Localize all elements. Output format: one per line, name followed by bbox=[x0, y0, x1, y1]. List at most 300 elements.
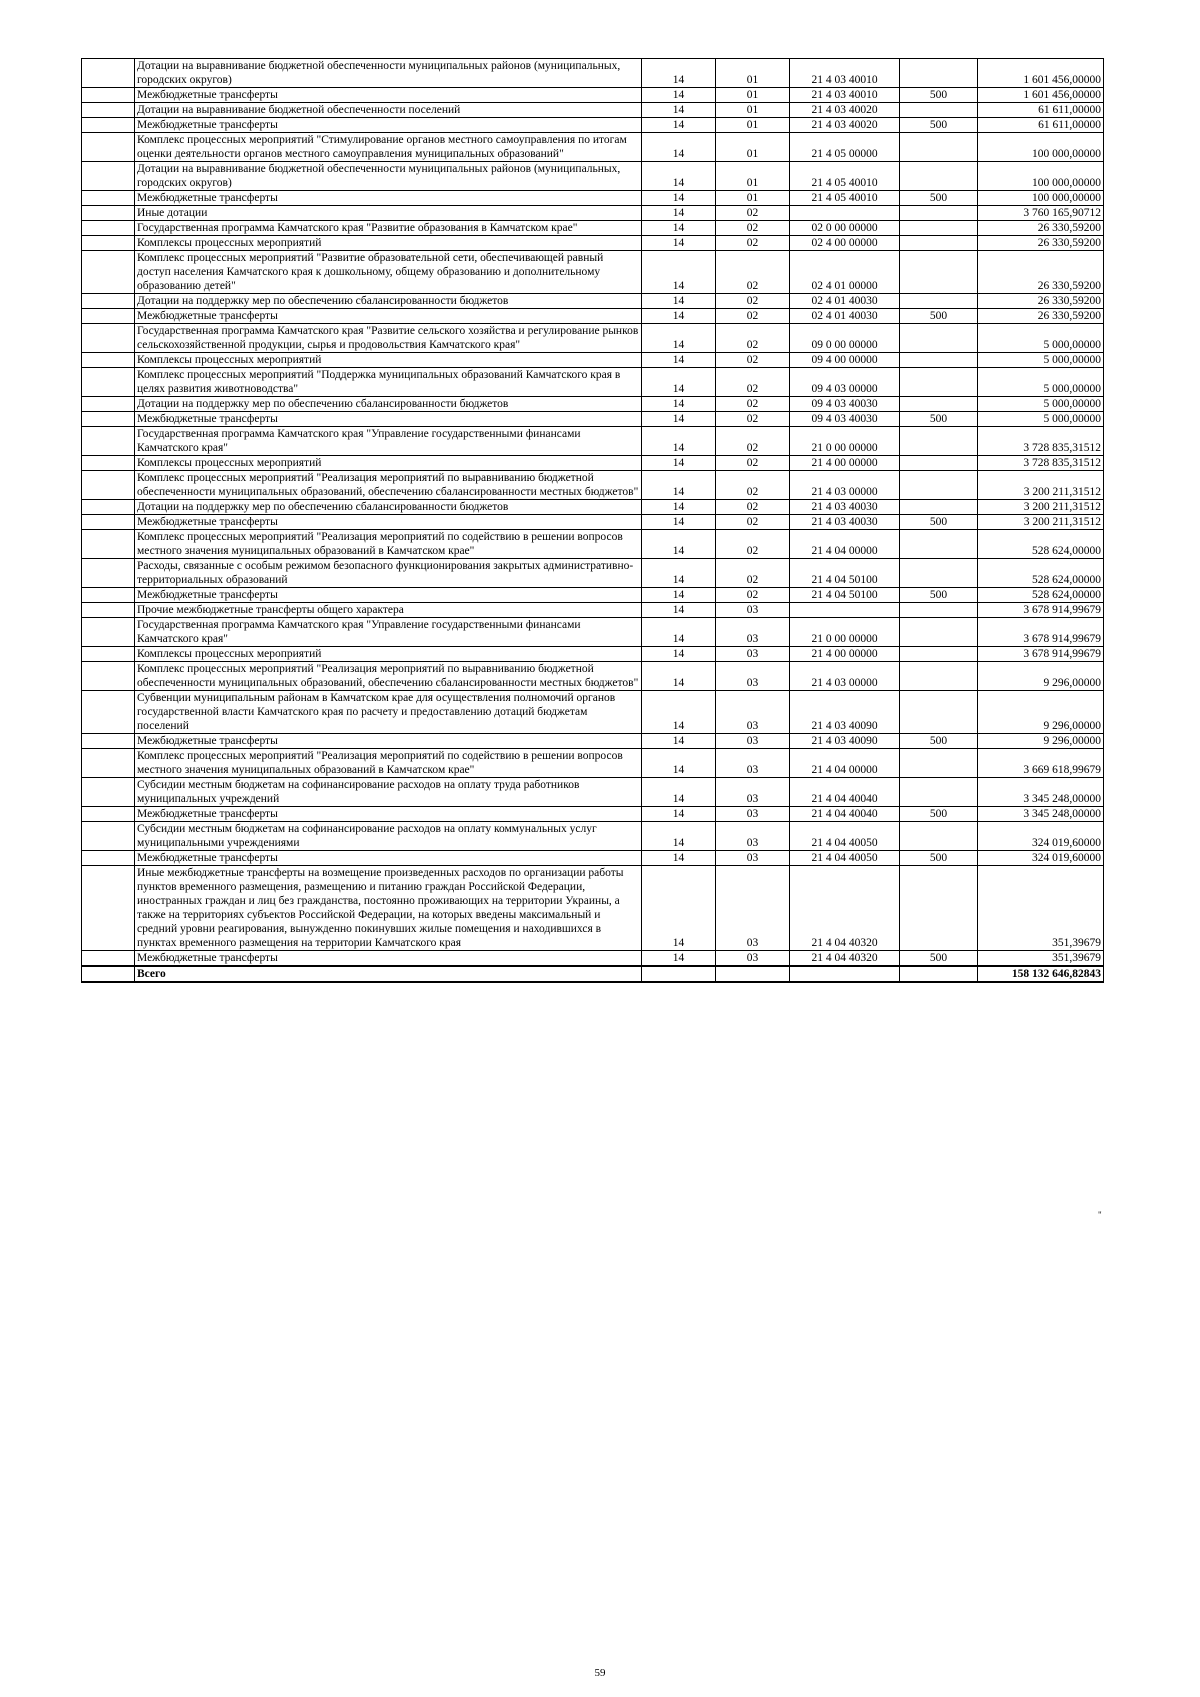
blank-cell bbox=[82, 103, 135, 118]
blank-cell bbox=[82, 162, 135, 191]
table-row bbox=[82, 734, 1104, 749]
item-name: Комплексы процессных мероприятий bbox=[135, 647, 642, 662]
item-name: Субвенции муниципальным районам в Камчатском крае для осуществления полномочий органов государственной власти Камчатского края по расчету и предоставлению дотаций бюджетам поселений bbox=[135, 691, 642, 734]
table-row bbox=[82, 309, 1104, 324]
target-article-code: 21 4 00 00000 bbox=[790, 456, 900, 471]
section-code: 14 bbox=[642, 309, 716, 324]
expense-type-code: 500 bbox=[900, 734, 978, 749]
amount: 351,39679 bbox=[978, 866, 1104, 951]
amount: 528 624,00000 bbox=[978, 530, 1104, 559]
blank-cell bbox=[82, 427, 135, 456]
table-row bbox=[82, 851, 1104, 866]
expense-type-code bbox=[900, 530, 978, 559]
expense-type-code bbox=[900, 822, 978, 851]
target-article-code: 21 4 03 40090 bbox=[790, 734, 900, 749]
expense-type-code bbox=[900, 251, 978, 294]
amount: 3 678 914,99679 bbox=[978, 603, 1104, 618]
amount: 3 200 211,31512 bbox=[978, 500, 1104, 515]
amount: 3 200 211,31512 bbox=[978, 471, 1104, 500]
budget-table bbox=[81, 58, 1104, 983]
section-code: 14 bbox=[642, 251, 716, 294]
section-code: 14 bbox=[642, 59, 716, 88]
closing-quote-mark: " bbox=[1098, 1210, 1102, 1220]
target-article-code: 09 4 03 40030 bbox=[790, 397, 900, 412]
blank-cell bbox=[82, 251, 135, 294]
blank-cell bbox=[82, 530, 135, 559]
subsection-code: 03 bbox=[716, 662, 790, 691]
section-code: 14 bbox=[642, 353, 716, 368]
expense-type-code bbox=[900, 221, 978, 236]
target-article-code: 02 4 01 40030 bbox=[790, 309, 900, 324]
target-article-code: 21 4 05 40010 bbox=[790, 191, 900, 206]
blank-cell bbox=[82, 734, 135, 749]
subsection-code: 02 bbox=[716, 206, 790, 221]
expense-type-code bbox=[900, 778, 978, 807]
subsection-code: 02 bbox=[716, 324, 790, 353]
target-article-code: 02 4 01 00000 bbox=[790, 251, 900, 294]
subsection-code: 02 bbox=[716, 294, 790, 309]
expense-type-code bbox=[900, 691, 978, 734]
item-name: Дотации на поддержку мер по обеспечению сбалансированности бюджетов bbox=[135, 500, 642, 515]
subsection-code: 02 bbox=[716, 368, 790, 397]
blank-cell bbox=[82, 353, 135, 368]
subsection-code: 02 bbox=[716, 500, 790, 515]
expense-type-code bbox=[900, 206, 978, 221]
target-article-code: 09 4 03 40030 bbox=[790, 412, 900, 427]
target-article-code: 21 0 00 00000 bbox=[790, 427, 900, 456]
table-row bbox=[82, 236, 1104, 251]
table-row bbox=[82, 618, 1104, 647]
table-row bbox=[82, 353, 1104, 368]
subsection-code: 01 bbox=[716, 191, 790, 206]
item-name: Межбюджетные трансферты bbox=[135, 191, 642, 206]
amount: 5 000,00000 bbox=[978, 324, 1104, 353]
subsection-code: 01 bbox=[716, 118, 790, 133]
table-row bbox=[82, 59, 1104, 88]
item-name: Дотации на выравнивание бюджетной обеспеченности муниципальных районов (муниципальных, городских округов) bbox=[135, 59, 642, 88]
section-code: 14 bbox=[642, 397, 716, 412]
amount: 26 330,59200 bbox=[978, 309, 1104, 324]
amount: 9 296,00000 bbox=[978, 691, 1104, 734]
expense-type-code: 500 bbox=[900, 807, 978, 822]
expense-type-code bbox=[900, 603, 978, 618]
amount: 3 728 835,31512 bbox=[978, 427, 1104, 456]
item-name: Субсидии местным бюджетам на софинансирование расходов на оплату труда работников муниципальных учреждений bbox=[135, 778, 642, 807]
item-name: Государственная программа Камчатского края "Развитие образования в Камчатском крае" bbox=[135, 221, 642, 236]
item-name: Государственная программа Камчатского края "Управление государственными финансами Камчатского края" bbox=[135, 427, 642, 456]
item-name: Межбюджетные трансферты bbox=[135, 118, 642, 133]
section-code: 14 bbox=[642, 162, 716, 191]
subsection-code: 03 bbox=[716, 778, 790, 807]
amount: 351,39679 bbox=[978, 951, 1104, 967]
section-code: 14 bbox=[642, 603, 716, 618]
item-name: Дотации на выравнивание бюджетной обеспеченности муниципальных районов (муниципальных, городских округов) bbox=[135, 162, 642, 191]
expense-type-code: 500 bbox=[900, 588, 978, 603]
table-row bbox=[82, 118, 1104, 133]
target-article-code: 21 4 04 40320 bbox=[790, 866, 900, 951]
blank-cell bbox=[900, 966, 978, 982]
subsection-code: 02 bbox=[716, 309, 790, 324]
blank-cell bbox=[82, 778, 135, 807]
section-code: 14 bbox=[642, 618, 716, 647]
subsection-code: 03 bbox=[716, 734, 790, 749]
item-name: Комплекс процессных мероприятий "Реализация мероприятий по содействию в решении вопросов местного значения муниципальных образований в Камчатском крае" bbox=[135, 530, 642, 559]
amount: 5 000,00000 bbox=[978, 412, 1104, 427]
expense-type-code bbox=[900, 427, 978, 456]
subsection-code: 02 bbox=[716, 251, 790, 294]
expense-type-code: 500 bbox=[900, 309, 978, 324]
item-name: Комплекс процессных мероприятий "Стимулирование органов местного самоуправления по итогам оценки деятельности органов местного самоуправления муниципальных образований" bbox=[135, 133, 642, 162]
subsection-code: 02 bbox=[716, 588, 790, 603]
amount: 5 000,00000 bbox=[978, 353, 1104, 368]
expense-type-code bbox=[900, 59, 978, 88]
target-article-code: 21 4 04 40040 bbox=[790, 778, 900, 807]
table-row bbox=[82, 778, 1104, 807]
table-row bbox=[82, 603, 1104, 618]
subsection-code: 02 bbox=[716, 471, 790, 500]
subsection-code: 02 bbox=[716, 353, 790, 368]
section-code: 14 bbox=[642, 324, 716, 353]
expense-type-code bbox=[900, 294, 978, 309]
subsection-code: 03 bbox=[716, 951, 790, 967]
target-article-code: 02 0 00 00000 bbox=[790, 221, 900, 236]
expense-type-code bbox=[900, 749, 978, 778]
table-row bbox=[82, 471, 1104, 500]
amount: 324 019,60000 bbox=[978, 851, 1104, 866]
section-code: 14 bbox=[642, 530, 716, 559]
blank-cell bbox=[82, 133, 135, 162]
amount: 528 624,00000 bbox=[978, 588, 1104, 603]
blank-cell bbox=[82, 691, 135, 734]
target-article-code: 02 4 00 00000 bbox=[790, 236, 900, 251]
section-code: 14 bbox=[642, 822, 716, 851]
section-code: 14 bbox=[642, 749, 716, 778]
blank-cell bbox=[82, 412, 135, 427]
subsection-code: 01 bbox=[716, 162, 790, 191]
table-row bbox=[82, 691, 1104, 734]
expense-type-code bbox=[900, 353, 978, 368]
table-row bbox=[82, 133, 1104, 162]
amount: 3 760 165,90712 bbox=[978, 206, 1104, 221]
amount: 9 296,00000 bbox=[978, 662, 1104, 691]
table-row bbox=[82, 162, 1104, 191]
item-name: Межбюджетные трансферты bbox=[135, 807, 642, 822]
expense-type-code bbox=[900, 324, 978, 353]
subsection-code: 01 bbox=[716, 88, 790, 103]
table-row bbox=[82, 588, 1104, 603]
item-name: Комплекс процессных мероприятий "Реализация мероприятий по выравниванию бюджетной обеспеченности муниципальных образований, обеспечению сбалансированности местных бюджетов" bbox=[135, 662, 642, 691]
expense-type-code: 500 bbox=[900, 88, 978, 103]
subsection-code: 02 bbox=[716, 221, 790, 236]
expense-type-code bbox=[900, 618, 978, 647]
blank-cell bbox=[82, 966, 135, 982]
blank-cell bbox=[82, 368, 135, 397]
item-name: Комплекс процессных мероприятий "Реализация мероприятий по содействию в решении вопросов местного значения муниципальных образований в Камчатском крае" bbox=[135, 749, 642, 778]
amount: 528 624,00000 bbox=[978, 559, 1104, 588]
item-name: Прочие межбюджетные трансферты общего характера bbox=[135, 603, 642, 618]
section-code: 14 bbox=[642, 206, 716, 221]
blank-cell bbox=[82, 236, 135, 251]
amount: 100 000,00000 bbox=[978, 191, 1104, 206]
section-code: 14 bbox=[642, 427, 716, 456]
table-row bbox=[82, 88, 1104, 103]
subsection-code: 02 bbox=[716, 427, 790, 456]
blank-cell bbox=[82, 191, 135, 206]
expense-type-code bbox=[900, 456, 978, 471]
table-row bbox=[82, 866, 1104, 951]
subsection-code: 02 bbox=[716, 236, 790, 251]
expense-type-code bbox=[900, 559, 978, 588]
table-row bbox=[82, 294, 1104, 309]
item-name: Иные дотации bbox=[135, 206, 642, 221]
section-code: 14 bbox=[642, 133, 716, 162]
blank-cell bbox=[82, 951, 135, 967]
blank-cell bbox=[642, 966, 716, 982]
table-row bbox=[82, 397, 1104, 412]
item-name: Дотации на выравнивание бюджетной обеспеченности поселений bbox=[135, 103, 642, 118]
target-article-code: 21 4 04 00000 bbox=[790, 749, 900, 778]
table-row bbox=[82, 559, 1104, 588]
blank-cell bbox=[790, 966, 900, 982]
section-code: 14 bbox=[642, 559, 716, 588]
item-name: Комплекс процессных мероприятий "Реализация мероприятий по выравниванию бюджетной обеспеченности муниципальных образований, обеспечению сбалансированности местных бюджетов" bbox=[135, 471, 642, 500]
expense-type-code bbox=[900, 662, 978, 691]
target-article-code: 21 4 03 40090 bbox=[790, 691, 900, 734]
item-name: Межбюджетные трансферты bbox=[135, 851, 642, 866]
target-article-code: 21 4 03 40030 bbox=[790, 515, 900, 530]
item-name: Межбюджетные трансферты bbox=[135, 515, 642, 530]
subsection-code: 02 bbox=[716, 559, 790, 588]
target-article-code: 21 4 00 00000 bbox=[790, 647, 900, 662]
amount: 5 000,00000 bbox=[978, 368, 1104, 397]
section-code: 14 bbox=[642, 951, 716, 967]
section-code: 14 bbox=[642, 778, 716, 807]
target-article-code: 21 0 00 00000 bbox=[790, 618, 900, 647]
blank-cell bbox=[82, 851, 135, 866]
blank-cell bbox=[82, 822, 135, 851]
expense-type-code: 500 bbox=[900, 118, 978, 133]
target-article-code: 21 4 05 40010 bbox=[790, 162, 900, 191]
expense-type-code bbox=[900, 236, 978, 251]
section-code: 14 bbox=[642, 851, 716, 866]
blank-cell bbox=[82, 807, 135, 822]
expense-type-code bbox=[900, 162, 978, 191]
target-article-code: 21 4 04 50100 bbox=[790, 588, 900, 603]
item-name: Субсидии местным бюджетам на софинансирование расходов на оплату коммунальных услуг муниципальными учреждениями bbox=[135, 822, 642, 851]
amount: 3 345 248,00000 bbox=[978, 807, 1104, 822]
subsection-code: 03 bbox=[716, 749, 790, 778]
item-name: Иные межбюджетные трансферты на возмещение произведенных расходов по организации работы пунктов временного размещения, размещению и питанию граждан Российской Федерации, иностранных граждан и лиц без гражданства, постоянно проживающих на территории Украины, а также на территориях субъектов Российской Федерации, на которых введены максимальный и средний уровни реагирования, вынужденно покинувших жилые помещения и находившихся в пунктах временного размещения на территории Камчатского края bbox=[135, 866, 642, 951]
item-name: Комплексы процессных мероприятий bbox=[135, 353, 642, 368]
amount: 61 611,00000 bbox=[978, 118, 1104, 133]
item-name: Межбюджетные трансферты bbox=[135, 412, 642, 427]
table-row bbox=[82, 749, 1104, 778]
blank-cell bbox=[82, 647, 135, 662]
amount: 1 601 456,00000 bbox=[978, 88, 1104, 103]
amount: 26 330,59200 bbox=[978, 221, 1104, 236]
total-amount: 158 132 646,82843 bbox=[978, 966, 1104, 982]
table-row bbox=[82, 500, 1104, 515]
blank-cell bbox=[82, 662, 135, 691]
table-row bbox=[82, 251, 1104, 294]
subsection-code: 02 bbox=[716, 397, 790, 412]
amount: 26 330,59200 bbox=[978, 294, 1104, 309]
total-label: Всего bbox=[135, 966, 642, 982]
target-article-code: 21 4 03 40020 bbox=[790, 103, 900, 118]
item-name: Межбюджетные трансферты bbox=[135, 88, 642, 103]
section-code: 14 bbox=[642, 500, 716, 515]
blank-cell bbox=[82, 471, 135, 500]
blank-cell bbox=[82, 206, 135, 221]
subsection-code: 02 bbox=[716, 412, 790, 427]
subsection-code: 03 bbox=[716, 603, 790, 618]
amount: 324 019,60000 bbox=[978, 822, 1104, 851]
target-article-code: 21 4 03 00000 bbox=[790, 471, 900, 500]
section-code: 14 bbox=[642, 647, 716, 662]
table-row bbox=[82, 951, 1104, 967]
amount: 3 678 914,99679 bbox=[978, 647, 1104, 662]
table-row bbox=[82, 324, 1104, 353]
subsection-code: 03 bbox=[716, 851, 790, 866]
blank-cell bbox=[82, 324, 135, 353]
item-name: Дотации на поддержку мер по обеспечению сбалансированности бюджетов bbox=[135, 397, 642, 412]
blank-cell bbox=[82, 221, 135, 236]
expense-type-code bbox=[900, 500, 978, 515]
item-name: Дотации на поддержку мер по обеспечению сбалансированности бюджетов bbox=[135, 294, 642, 309]
section-code: 14 bbox=[642, 471, 716, 500]
subsection-code: 02 bbox=[716, 515, 790, 530]
item-name: Межбюджетные трансферты bbox=[135, 951, 642, 967]
blank-cell bbox=[82, 515, 135, 530]
subsection-code: 03 bbox=[716, 647, 790, 662]
blank-cell bbox=[82, 294, 135, 309]
section-code: 14 bbox=[642, 807, 716, 822]
table-row bbox=[82, 822, 1104, 851]
target-article-code: 21 4 05 00000 bbox=[790, 133, 900, 162]
target-article-code: 21 4 03 40010 bbox=[790, 59, 900, 88]
table-row bbox=[82, 662, 1104, 691]
subsection-code: 03 bbox=[716, 618, 790, 647]
section-code: 14 bbox=[642, 368, 716, 397]
blank-cell bbox=[82, 456, 135, 471]
amount: 1 601 456,00000 bbox=[978, 59, 1104, 88]
table-row bbox=[82, 530, 1104, 559]
expense-type-code: 500 bbox=[900, 412, 978, 427]
amount: 26 330,59200 bbox=[978, 236, 1104, 251]
target-article-code: 21 4 04 00000 bbox=[790, 530, 900, 559]
amount: 26 330,59200 bbox=[978, 251, 1104, 294]
expense-type-code bbox=[900, 647, 978, 662]
section-code: 14 bbox=[642, 191, 716, 206]
blank-cell bbox=[82, 559, 135, 588]
amount: 3 728 835,31512 bbox=[978, 456, 1104, 471]
subsection-code: 03 bbox=[716, 807, 790, 822]
subsection-code: 02 bbox=[716, 530, 790, 559]
expense-type-code bbox=[900, 397, 978, 412]
table-row bbox=[82, 368, 1104, 397]
item-name: Государственная программа Камчатского края "Управление государственными финансами Камчатского края" bbox=[135, 618, 642, 647]
target-article-code: 02 4 01 40030 bbox=[790, 294, 900, 309]
amount: 3 669 618,99679 bbox=[978, 749, 1104, 778]
amount: 61 611,00000 bbox=[978, 103, 1104, 118]
section-code: 14 bbox=[642, 88, 716, 103]
amount: 3 678 914,99679 bbox=[978, 618, 1104, 647]
target-article-code: 21 4 04 40050 bbox=[790, 851, 900, 866]
table-row bbox=[82, 515, 1104, 530]
section-code: 14 bbox=[642, 456, 716, 471]
subsection-code: 03 bbox=[716, 691, 790, 734]
blank-cell bbox=[82, 866, 135, 951]
expense-type-code bbox=[900, 103, 978, 118]
target-article-code: 21 4 04 40320 bbox=[790, 951, 900, 967]
blank-cell bbox=[82, 59, 135, 88]
table-row bbox=[82, 647, 1104, 662]
target-article-code: 09 4 03 00000 bbox=[790, 368, 900, 397]
blank-cell bbox=[82, 618, 135, 647]
section-code: 14 bbox=[642, 221, 716, 236]
amount: 100 000,00000 bbox=[978, 133, 1104, 162]
total-row bbox=[82, 966, 1104, 982]
amount: 9 296,00000 bbox=[978, 734, 1104, 749]
subsection-code: 01 bbox=[716, 133, 790, 162]
blank-cell bbox=[82, 309, 135, 324]
blank-cell bbox=[82, 588, 135, 603]
section-code: 14 bbox=[642, 412, 716, 427]
target-article-code bbox=[790, 603, 900, 618]
target-article-code: 21 4 04 40050 bbox=[790, 822, 900, 851]
blank-cell bbox=[82, 118, 135, 133]
expense-type-code: 500 bbox=[900, 515, 978, 530]
table-row bbox=[82, 807, 1104, 822]
table-row bbox=[82, 103, 1104, 118]
target-article-code bbox=[790, 206, 900, 221]
blank-cell bbox=[716, 966, 790, 982]
item-name: Межбюджетные трансферты bbox=[135, 588, 642, 603]
section-code: 14 bbox=[642, 734, 716, 749]
amount: 3 200 211,31512 bbox=[978, 515, 1104, 530]
section-code: 14 bbox=[642, 866, 716, 951]
target-article-code: 21 4 04 40040 bbox=[790, 807, 900, 822]
item-name: Комплексы процессных мероприятий bbox=[135, 456, 642, 471]
expense-type-code: 500 bbox=[900, 851, 978, 866]
blank-cell bbox=[82, 603, 135, 618]
section-code: 14 bbox=[642, 515, 716, 530]
table-row bbox=[82, 456, 1104, 471]
target-article-code: 21 4 03 00000 bbox=[790, 662, 900, 691]
target-article-code: 21 4 03 40030 bbox=[790, 500, 900, 515]
table-row bbox=[82, 412, 1104, 427]
expense-type-code: 500 bbox=[900, 191, 978, 206]
blank-cell bbox=[82, 749, 135, 778]
item-name: Межбюджетные трансферты bbox=[135, 734, 642, 749]
section-code: 14 bbox=[642, 103, 716, 118]
subsection-code: 01 bbox=[716, 59, 790, 88]
item-name: Комплексы процессных мероприятий bbox=[135, 236, 642, 251]
target-article-code: 21 4 03 40010 bbox=[790, 88, 900, 103]
target-article-code: 09 4 00 00000 bbox=[790, 353, 900, 368]
target-article-code: 21 4 03 40020 bbox=[790, 118, 900, 133]
section-code: 14 bbox=[642, 691, 716, 734]
expense-type-code: 500 bbox=[900, 951, 978, 967]
subsection-code: 03 bbox=[716, 866, 790, 951]
subsection-code: 02 bbox=[716, 456, 790, 471]
item-name: Комплекс процессных мероприятий "Поддержка муниципальных образований Камчатского края в целях развития животноводства" bbox=[135, 368, 642, 397]
section-code: 14 bbox=[642, 588, 716, 603]
target-article-code: 21 4 04 50100 bbox=[790, 559, 900, 588]
item-name: Государственная программа Камчатского края "Развитие сельского хозяйства и регулирование рынков сельскохозяйственной продукции, сырья и продовольствия Камчатского края" bbox=[135, 324, 642, 353]
table-row bbox=[82, 191, 1104, 206]
amount: 3 345 248,00000 bbox=[978, 778, 1104, 807]
